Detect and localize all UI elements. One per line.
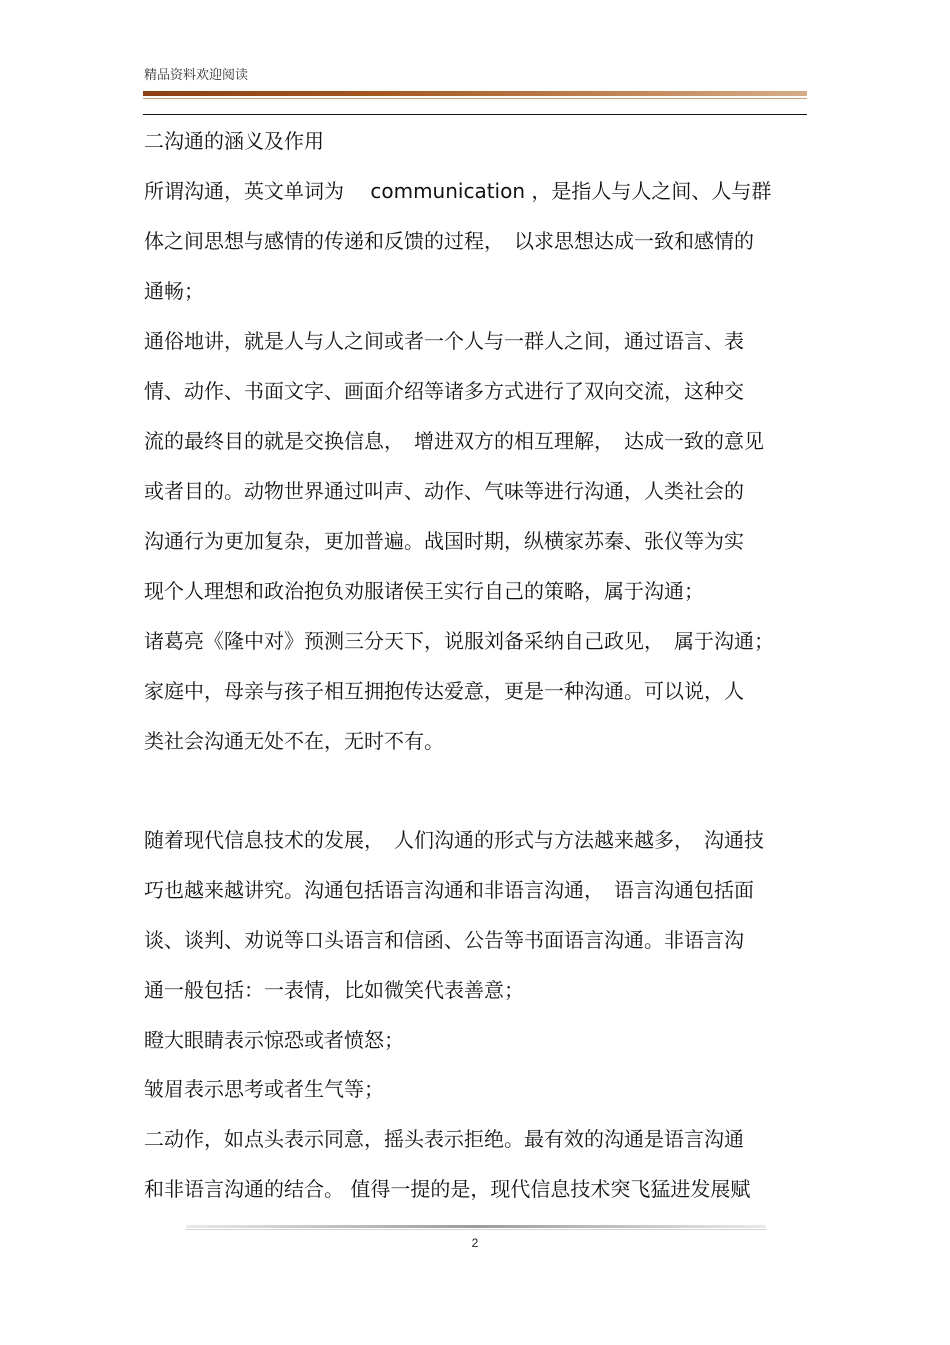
text-line: 沟通行为更加复杂，更加普遍。战国时期，纵横家苏秦、张仪等为实 [144,529,744,553]
text-line: 皱眉表示思考或者生气等； [144,1077,384,1101]
footer-rule [186,1225,766,1228]
text-line: 瞪大眼睛表示惊恐或者愤怒； [144,1028,404,1052]
text-line: 随着现代信息技术的发展， 人们沟通的形式与方法越来越多， 沟通技 [144,828,764,852]
text-line: 诸葛亮《隆中对》预测三分天下，说服刘备采纳自己政见， 属于沟通； [144,629,774,653]
section-heading: 二沟通的涵义及作用 [144,129,324,153]
text-line: 和非语言沟通的结合。 值得一提的是，现代信息技术突飞猛进发展赋 [144,1177,751,1201]
page-number: 2 [471,1236,479,1250]
content-divider [143,114,807,115]
text-line: 谈、谈判、劝说等口头语言和信函、公告等书面语言沟通。非语言沟 [144,928,744,952]
text-line: 流的最终目的就是交换信息， 增进双方的相互理解， 达成一致的意见 [144,429,764,453]
text-line: 现个人理想和政治抱负劝服诸侯王实行自己的策略，属于沟通； [144,579,704,603]
text-line: 通畅； [144,279,204,303]
text-line: 类社会沟通无处不在，无时不有。 [144,729,444,753]
text-line: 或者目的。动物世界通过叫声、动作、气味等进行沟通，人类社会的 [144,479,744,503]
header-title: 精品资料欢迎阅读 [144,68,249,83]
text-line: 通一般包括：一表情，比如微笑代表善意； [144,978,524,1002]
text-line: 二动作，如点头表示同意，摇头表示拒绝。最有效的沟通是语言沟通 [144,1127,744,1151]
text-line: 通俗地讲，就是人与人之间或者一个人与一群人之间，通过语言、表 [144,329,744,353]
text-line: 情、动作、书面文字、画面介绍等诸多方式进行了双向交流，这种交 [144,379,744,403]
text-line: 所谓沟通，英文单词为 communication ，是指人与人之间、人与群 [144,179,772,203]
header-rule-thin [143,98,807,99]
header-rule [143,91,807,96]
text-line: 体之间思想与感情的传递和反馈的过程， 以求思想达成一致和感情的 [144,229,754,253]
text-line: 家庭中，母亲与孩子相互拥抱传达爱意，更是一种沟通。可以说，人 [144,679,744,703]
text-line: 巧也越来越讲究。沟通包括语言沟通和非语言沟通， 语言沟通包括面 [144,878,754,902]
footer-rule-thin [186,1229,766,1230]
